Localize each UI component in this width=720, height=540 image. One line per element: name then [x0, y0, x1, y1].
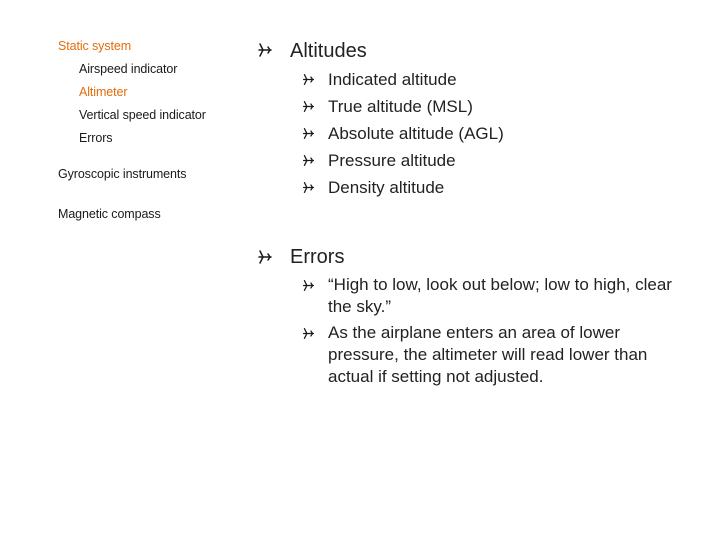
sidebar-item-magnetic-compass[interactable]: Magnetic compass: [58, 207, 161, 221]
list-item: True altitude (MSL): [328, 97, 473, 116]
sidebar-item-altimeter[interactable]: Altimeter: [79, 85, 128, 99]
list-item: Pressure altitude: [328, 151, 456, 170]
section-title-altitudes: Altitudes: [290, 40, 367, 62]
list-item: Absolute altitude (AGL): [328, 124, 504, 143]
sidebar-item-vertical-speed-indicator[interactable]: Vertical speed indicator: [79, 108, 206, 122]
airplane-icon: [302, 181, 315, 194]
airplane-icon: [302, 73, 315, 86]
list-item: As the airplane enters an area of lower pressure, the altimeter will read lower than actual if setting not adjusted.: [328, 323, 648, 386]
airplane-icon: [302, 154, 315, 167]
airplane-icon: [257, 42, 273, 58]
sidebar-item-static-system[interactable]: Static system: [58, 39, 132, 53]
airplane-icon: [257, 249, 273, 265]
sidebar-item-gyroscopic-instruments[interactable]: Gyroscopic instruments: [58, 167, 187, 181]
sidebar-item-airspeed-indicator[interactable]: Airspeed indicator: [79, 62, 178, 76]
airplane-icon: [302, 100, 315, 113]
sidebar-item-errors[interactable]: Errors: [79, 131, 113, 145]
list-item: “High to low, look out below; low to high, clear the sky.”: [328, 275, 672, 316]
list-item: Indicated altitude: [328, 70, 457, 89]
list-item: Density altitude: [328, 178, 445, 197]
airplane-icon: [302, 279, 315, 292]
airplane-icon: [302, 327, 315, 340]
section-title-errors: Errors: [290, 246, 345, 268]
airplane-icon: [302, 127, 315, 140]
